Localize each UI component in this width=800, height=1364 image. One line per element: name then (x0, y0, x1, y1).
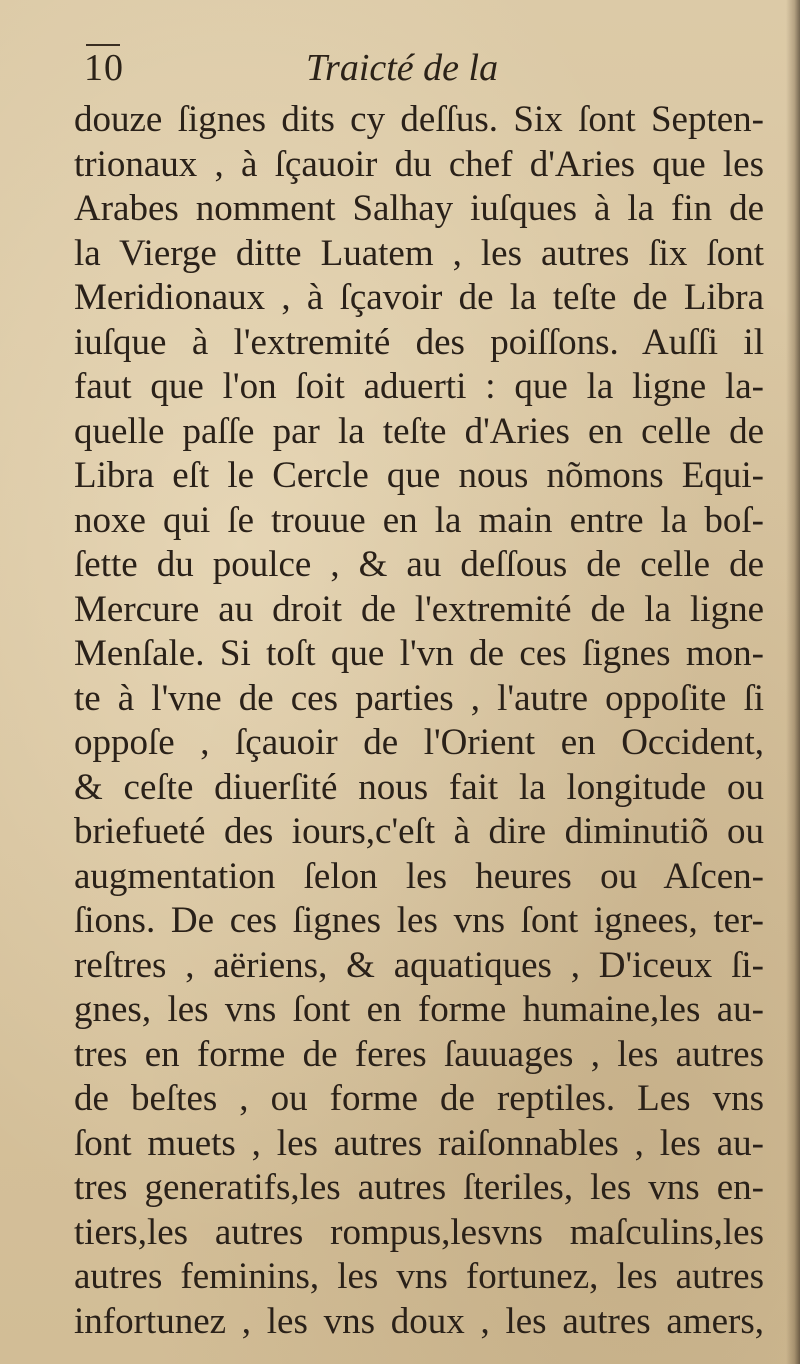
text-line: ſions. De ces ſignes les vns ſont ignees, ter- (74, 900, 764, 941)
text-line: reſtres , aëriens, & aquatiques , D'iceux ſi- (74, 944, 764, 986)
text-line: Arabes nomment Salhay iuſques à la fin de (74, 188, 764, 229)
text-line: quelle paſſe par la teſte d'Aries en celle de (74, 410, 764, 452)
page-body-text (74, 98, 774, 1344)
text-line: tres en forme de feres ſauuages , les autres (74, 1033, 764, 1075)
text-line: briefueté des iours,c'eſt à dire diminutiõ ou (74, 811, 764, 852)
text-line: Mercure au droit de l'extremité de la ligne (74, 588, 764, 630)
text-line: & ceſte diuerſité nous fait la longitude ou (74, 766, 764, 808)
text-line: Menſale. Si toſt que l'vn de ces ſignes mon- (74, 633, 764, 674)
text-line: augmentation ſelon les heures ou Aſcen- (74, 855, 764, 897)
text-line: infortunez , les vns doux , les autres amers, (74, 1300, 764, 1342)
text-line: Libra eſt le Cercle que nous nõmons Equi- (74, 455, 764, 496)
text-line: ſette du poulce , & au deſſous de celle de (74, 544, 764, 585)
page-number: 10 (84, 47, 124, 89)
text-line: gnes, les vns ſont en forme humaine,les au- (74, 989, 764, 1030)
text-line: faut que l'on ſoit aduerti : que la ligne la- (74, 366, 764, 407)
text-line: te à l'vne de ces parties , l'autre oppoſite ſi (74, 677, 764, 719)
text-line: tres generatifs,les autres ſteriles, les vns en- (74, 1167, 764, 1208)
running-title: Traicté de la (306, 47, 499, 89)
text-line: oppoſe , ſçauoir de l'Orient en Occident, (74, 722, 764, 763)
text-line: de beſtes , ou forme de reptiles. Les vns (74, 1078, 764, 1119)
page-gutter-shadow (786, 0, 800, 1364)
text-line: noxe qui ſe trouue en la main entre la boſ- (74, 499, 764, 541)
text-line: la Vierge ditte Luatem , les autres ſix ſont (74, 232, 764, 274)
text-line: douze ſignes dits cy deſſus. Six ſont Septen- (74, 99, 764, 140)
page-header (0, 40, 800, 96)
text-line: autres feminins, les vns fortunez, les autres (74, 1256, 764, 1297)
text-line: ſont muets , les autres raiſonnables , les au- (74, 1122, 764, 1164)
text-line: tiers,les autres rompus,lesvns maſculins,les (74, 1211, 764, 1253)
text-line: Meridionaux , à ſçavoir de la teſte de Libra (74, 277, 764, 318)
text-line: trionaux , à ſçauoir du chef d'Aries que les (74, 143, 764, 185)
text-line: iuſque à l'extremité des poiſſons. Auſſi il (74, 321, 764, 363)
